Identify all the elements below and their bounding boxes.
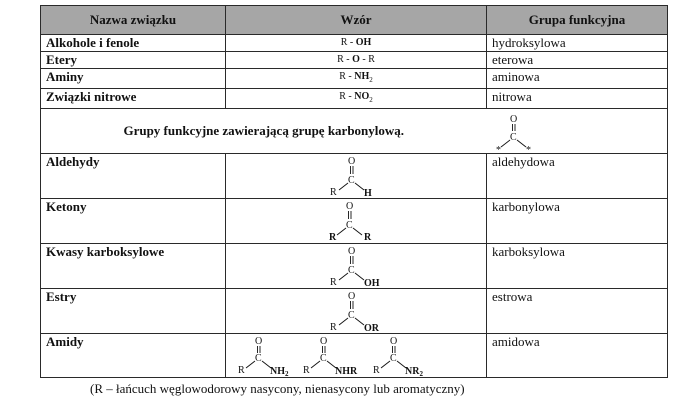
table-row — [41, 89, 668, 109]
compound-name: Amidy — [41, 334, 226, 378]
svg-text:O: O — [348, 291, 356, 302]
svg-text:R: R — [330, 187, 337, 198]
functional-group: aminowa — [487, 69, 668, 89]
ketone-structure — [226, 199, 487, 243]
svg-text:O: O — [390, 336, 398, 347]
functional-group: karboksylowa — [487, 244, 668, 289]
carbonyl-heading: Grupy funkcyjne zawierającą grupę karbonylową. — [41, 109, 487, 154]
table-row — [41, 35, 668, 52]
carbonyl-structure — [487, 109, 668, 154]
ester-structure — [226, 289, 487, 333]
amide-structures — [226, 334, 487, 377]
table-row — [41, 199, 668, 244]
svg-text:C: C — [255, 353, 262, 364]
compound-name: Alkohole i fenole — [41, 35, 226, 52]
compound-name: Estry — [41, 289, 226, 334]
functional-group: aldehydowa — [487, 154, 668, 199]
svg-text:C: C — [320, 353, 327, 364]
compound-name: Aminy — [41, 69, 226, 89]
svg-text:R: R — [373, 365, 380, 376]
formula: R - $NO_2$ — [226, 89, 487, 109]
star-left: * — [495, 145, 501, 153]
structure-cell — [226, 244, 487, 289]
compound-name: Ketony — [41, 199, 226, 244]
svg-text:NHR: NHR — [335, 366, 358, 377]
svg-text:NH2: $NH_2$ — [270, 366, 289, 377]
functional-group: karbonylowa — [487, 199, 668, 244]
svg-text:O: O — [346, 201, 354, 212]
header-group: Grupa funkcyjna — [487, 6, 668, 35]
svg-text:OR: OR — [364, 323, 379, 333]
svg-text:O: O — [348, 156, 356, 167]
table-row — [41, 52, 668, 69]
structure-cell — [226, 289, 487, 334]
carbonyl-diagram — [487, 109, 668, 153]
svg-text:OH: OH — [364, 278, 380, 288]
compound-name: Etery — [41, 52, 226, 69]
svg-text:R: R — [303, 365, 310, 376]
structure-cell — [226, 199, 487, 244]
formula: R - OH — [226, 35, 487, 52]
aldehyde-structure — [226, 154, 487, 198]
table-row — [41, 244, 668, 289]
carboxylic-acid-structure — [226, 244, 487, 288]
functional-group: amidowa — [487, 334, 668, 378]
carbon-atom: C — [509, 132, 517, 143]
table-row — [41, 289, 668, 334]
svg-text:C: C — [346, 220, 353, 231]
functional-group: nitrowa — [487, 89, 668, 109]
svg-text:O: O — [320, 336, 328, 347]
formula: R - $NH_2$ — [226, 69, 487, 89]
svg-text:R: R — [330, 322, 337, 333]
oxygen-atom: O — [509, 114, 517, 125]
table-row — [41, 334, 668, 378]
carbonyl-section-row — [41, 109, 668, 154]
svg-text:R: R — [329, 232, 337, 243]
table-row — [41, 69, 668, 89]
svg-text:O: O — [255, 336, 263, 347]
svg-text:R: R — [364, 232, 372, 243]
header-name: Nazwa związku — [41, 6, 226, 35]
star-right: * — [525, 145, 531, 153]
header-formula: Wzór — [226, 6, 487, 35]
functional-group: estrowa — [487, 289, 668, 334]
table-row — [41, 154, 668, 199]
compound-name: Związki nitrowe — [41, 89, 226, 109]
structure-cell — [226, 334, 487, 378]
structure-cell — [226, 154, 487, 199]
svg-text:O: O — [348, 246, 356, 257]
svg-text:H: H — [364, 188, 372, 198]
svg-text:C: C — [348, 310, 355, 321]
svg-text:C: C — [348, 265, 355, 276]
formula: R - O - R — [226, 52, 487, 69]
functional-groups-table — [40, 5, 668, 378]
svg-text:C: C — [348, 175, 355, 186]
svg-text:C: C — [390, 353, 397, 364]
compound-name: Aldehydy — [41, 154, 226, 199]
footnote: (R – łańcuch węglowodorowy nasycony, nienasycony lub aromatyczny) — [90, 381, 465, 396]
svg-text:NR2: $NR_2$ — [405, 366, 423, 377]
functional-group: hydroksylowa — [487, 35, 668, 52]
compound-name: Kwasy karboksylowe — [41, 244, 226, 289]
svg-text:R: R — [238, 365, 245, 376]
svg-text:R: R — [330, 277, 337, 288]
functional-group: eterowa — [487, 52, 668, 69]
header-row — [41, 6, 668, 35]
